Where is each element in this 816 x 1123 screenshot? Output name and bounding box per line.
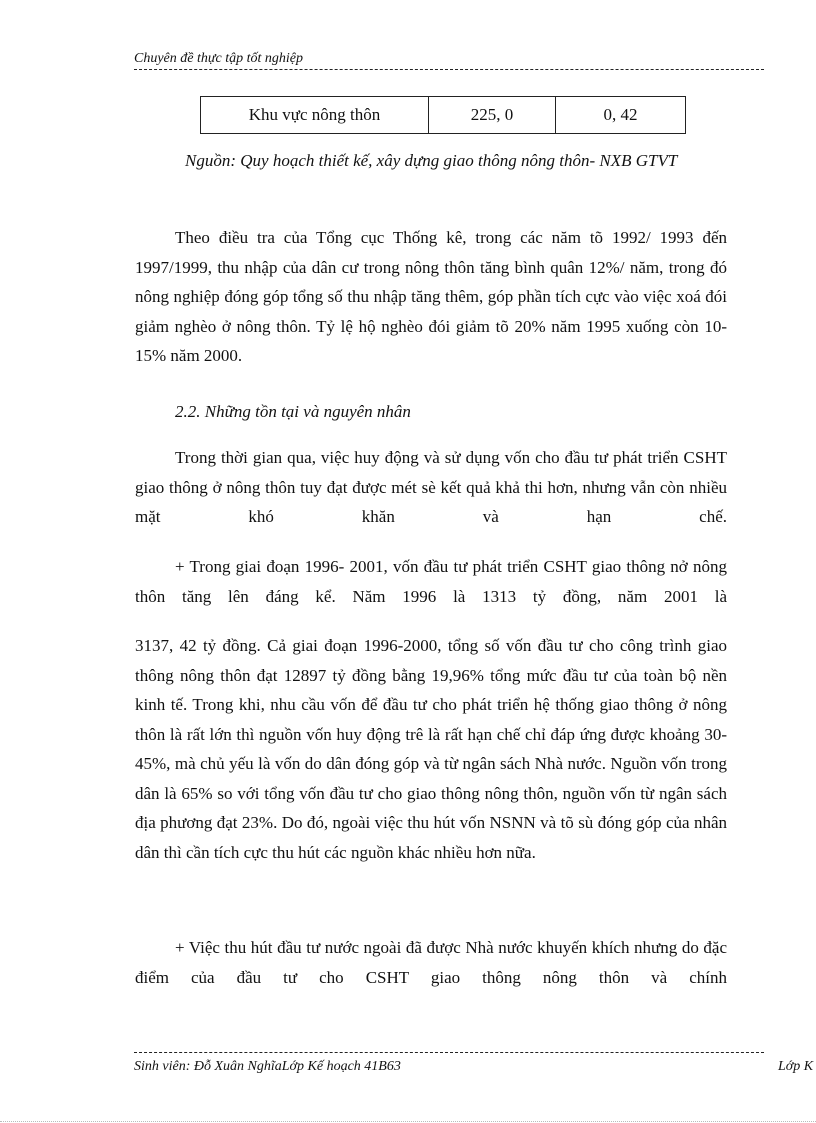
source-note: Nguồn: Quy hoạch thiết kế, xây dựng giao thông nông thôn- NXB GTVT bbox=[185, 151, 678, 170]
paragraph-income: Theo điều tra của Tổng cục Thống kê, trong các năm tõ 1992/ 1993 đến 1997/1999, thu nhập của dân cư trong nông thôn tăng bình quân 12%/ năm, trong đó nông nghiệp đóng góp tổng số thu nhập tăng thêm, góp phần tích cực vào việc xoá đói giảm nghèo ở nông thôn. Tỷ lệ hộ nghèo đói giảm tõ 20% năm 1995 xuống còn 10-15% năm 2000. bbox=[135, 228, 727, 365]
paragraph-foreign-investment: + Việc thu hút đầu tư nước ngoài đã được Nhà nước khuyến khích nhưng do đặc điểm của đầu tư cho CSHT giao thông nông thôn và chính bbox=[135, 938, 727, 987]
table-cell-value-2: 0, 42 bbox=[556, 97, 686, 134]
paragraph-investment-detail: 3137, 42 tỷ đồng. Cả giai đoạn 1996-2000, tổng số vốn đầu tư cho công trình giao thông nông thôn đạt 12897 tỷ đồng bằng 19,96% tổng mức đầu tư của toàn bộ nền kinh tế. Trong khi, nhu cầu vốn để đầu tư cho phát triển hệ thống giao thông ở nông thôn là rất lớn thì nguồn vốn huy động trê là rất hạn chế chỉ đáp ứng được khoảng 30-45%, mà chủ yếu là vốn do dân đóng góp và từ ngân sách Nhà nước. Nguồn vốn trong dân là 65% so với tổng vốn đầu tư cho giao thông nông thôn, nguồn vốn từ ngân sách địa phương đạt 23%. Do đó, ngoài việc thu hút vốn NSNN và tõ sù đóng góp của nhân dân thì cần tích cực thu hút các nguồn khác nhiều hơn nữa. bbox=[135, 636, 727, 862]
footer-divider bbox=[134, 1052, 764, 1053]
section-heading: 2.2. Những tồn tại và nguyên nhân bbox=[175, 402, 411, 421]
footer-student: Sinh viên: Đỗ Xuân NghĩaLớp Kế hoạch 41B63 bbox=[134, 1059, 401, 1074]
paragraph-overview: Trong thời gian qua, việc huy động và sử dụng vốn cho đầu tư phát triển CSHT giao thông ở nông thôn tuy đạt được mét sè kết quả khả thi hơn, nhưng vẫn còn nhiều mặt khó khăn và hạn chế. bbox=[135, 448, 727, 526]
table-row bbox=[201, 97, 686, 134]
table-cell-region: Khu vực nông thôn bbox=[201, 97, 429, 134]
page-header: Chuyên đề thực tập tốt nghiệp bbox=[134, 50, 764, 70]
paragraph-investment-period: + Trong giai đoạn 1996- 2001, vốn đầu tư phát triển CSHT giao thông nở nông thôn tăng lên đáng kể. Năm 1996 là 1313 tỷ đồng, năm 2001 là bbox=[135, 557, 727, 606]
table-cell-value-1: 225, 0 bbox=[429, 97, 556, 134]
data-table bbox=[200, 96, 686, 134]
page-edge-divider bbox=[0, 1121, 816, 1122]
footer-class: Lớp K bbox=[778, 1059, 814, 1074]
